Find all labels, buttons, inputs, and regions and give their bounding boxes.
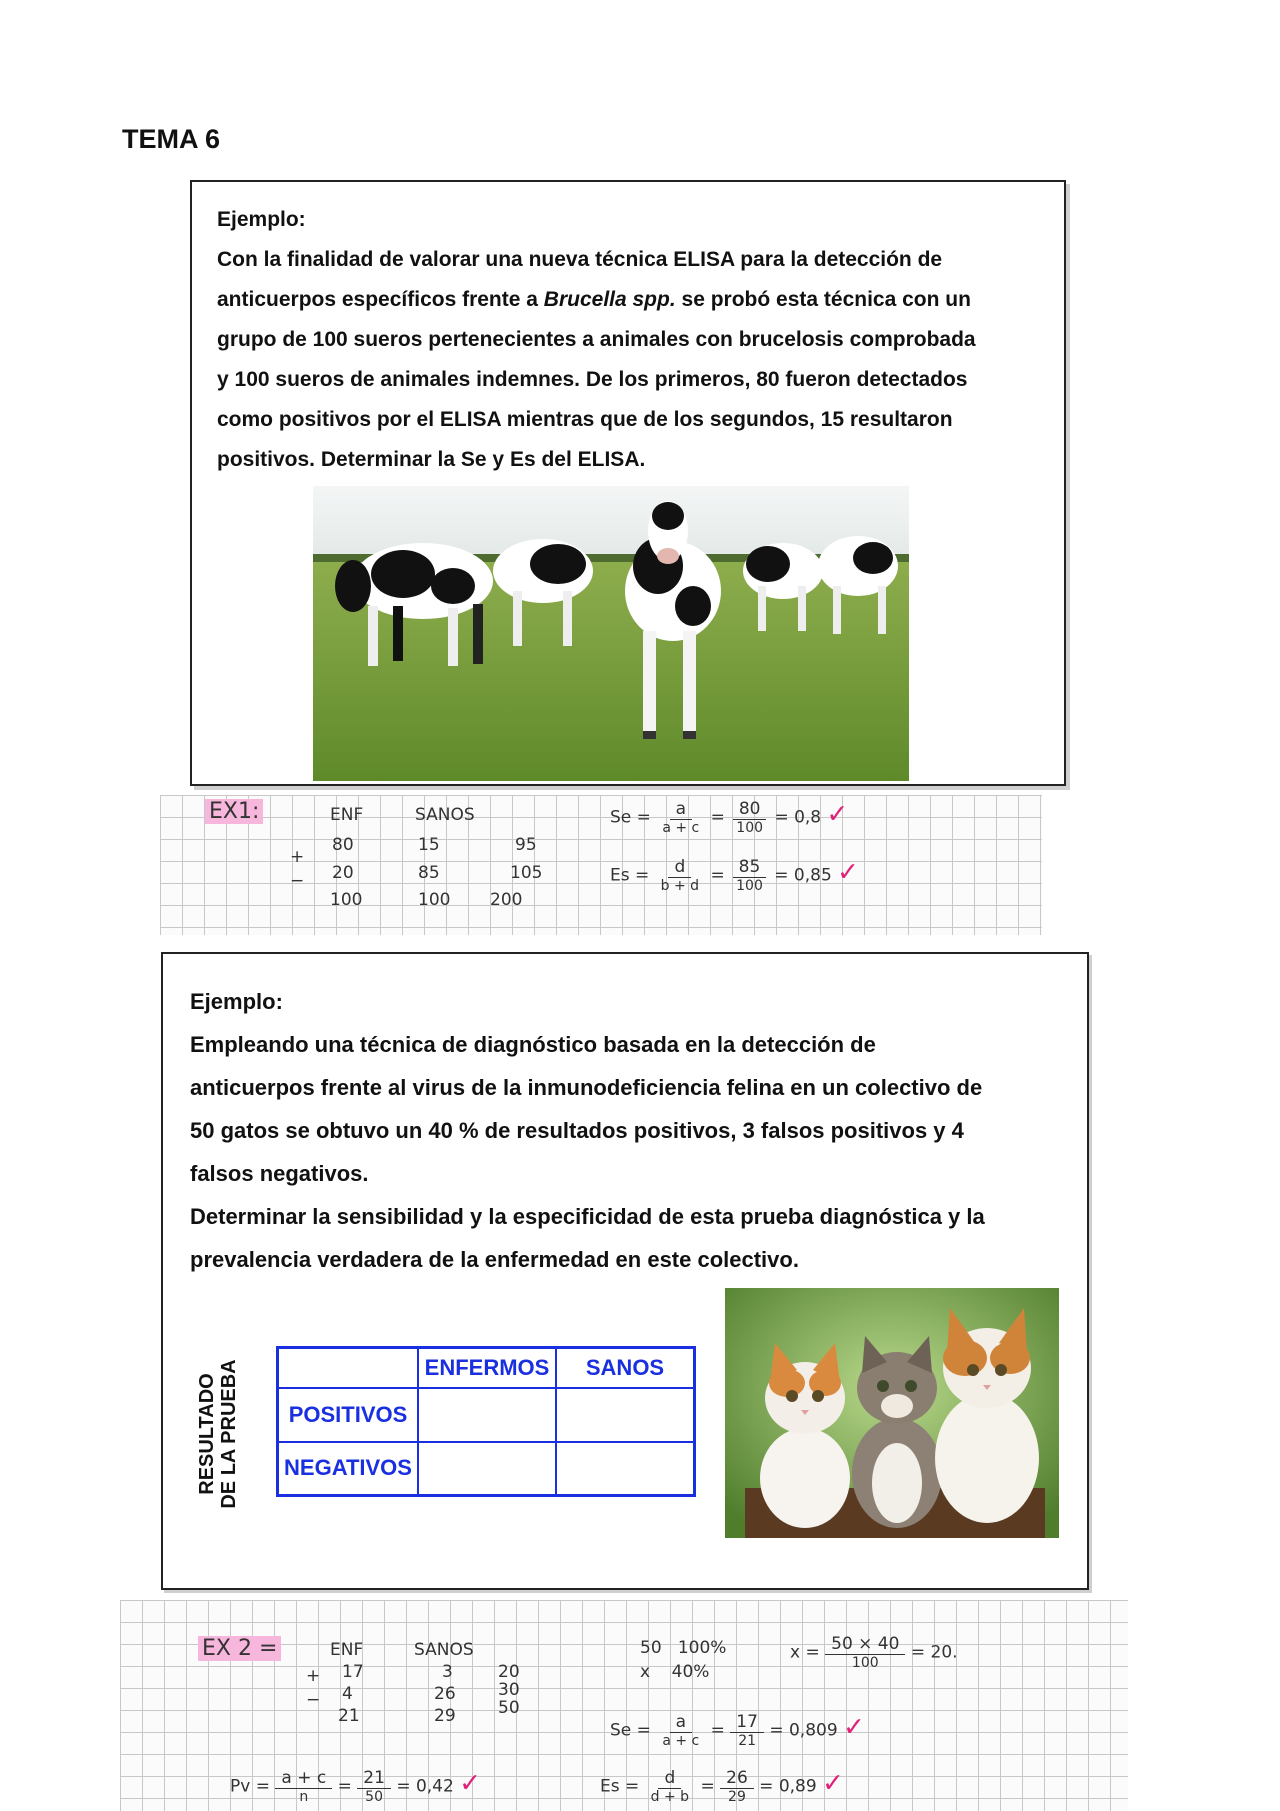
example-2-line: falsos negativos. [190,1161,369,1186]
species-name: Brucella spp. [543,288,676,311]
table-corner-cell [278,1348,419,1388]
notes-2-cell: 21 [338,1706,360,1726]
notes-1-se-formula: Se = $\frac{a}{a + c}$ = $\frac{80}{100}$ = 0,8 ✓ [610,799,849,836]
notes-2-minus: − [306,1690,321,1710]
example-2-line: Determinar la sensibilidad y la especificidad de esta prueba diagnóstica y la [190,1204,985,1229]
table-row-label-negativos: NEGATIVOS [278,1442,419,1496]
notes-1-cell: 15 [418,835,440,855]
example-1-line: y 100 sueros de animales indemnes. De los primeros, 80 fueron detectados [217,368,968,391]
example-1-box [190,180,1066,786]
table-header-enfermos: ENFERMOS [418,1348,556,1388]
notes-2-es-formula: Es = $\frac{d}{d + b}$ = $\frac{26}{29}$ = 0,89 ✓ [600,1768,844,1805]
notes-2-proportion: 50 100% [640,1638,727,1658]
table-cell[interactable] [556,1388,695,1442]
notes-2-cell: 26 [434,1684,456,1704]
example-2-text [190,980,1070,1281]
notes-2-col-sanos: SANOS [414,1640,474,1660]
example-2-line: Empleando una técnica de diagnóstico basada en la detección de [190,1032,876,1057]
example-1-line: grupo de 100 sueros pertenecientes a animales con brucelosis comprobada [217,328,976,351]
notes-2-strip [120,1600,1128,1811]
notes-1-col-enf: ENF [330,805,364,825]
example-2-line: anticuerpos frente al virus de la inmunodeficiencia felina en un colectivo de [190,1075,983,1100]
example-2-line: prevalencia verdadera de la enfermedad en este colectivo. [190,1247,799,1272]
check-mark-icon: ✓ [459,1768,482,1799]
notes-2-label: EX 2 = [198,1636,281,1661]
table-row-label-positivos: POSITIVOS [278,1388,419,1442]
example-1-heading: Ejemplo: [217,208,306,231]
notes-2-cell: 20 [498,1662,520,1682]
notes-2-cell: 50 [498,1698,520,1718]
notes-1-cell: 105 [510,863,543,883]
notes-1-minus: − [290,871,305,891]
check-mark-icon: ✓ [826,799,849,830]
kittens-photo [725,1288,1059,1538]
notes-1-cell: 100 [330,890,363,910]
table-cell[interactable] [418,1442,556,1496]
notes-2-x-formula: x = $\frac{50 \times 40}{100}$ = 20. [790,1634,958,1671]
check-mark-icon: ✓ [843,1712,865,1743]
cows-photo [313,486,909,781]
notes-2-cell: 3 [442,1662,453,1682]
table-header-sanos: SANOS [556,1348,695,1388]
example-2-heading: Ejemplo: [190,989,283,1014]
notes-1-cell: 85 [418,863,440,883]
notes-1-cell: 20 [332,863,354,883]
example-1-text [217,200,1047,480]
notes-2-plus: + [306,1666,321,1686]
notes-2-cell: 4 [342,1684,353,1704]
notes-2-se-formula: Se = $\frac{a}{a + c}$ = $\frac{17}{21}$ = 0,809 ✓ [610,1712,865,1749]
page-title: TEMA 6 [122,124,221,154]
example-1-line: como positivos por el ELISA mientras que de los segundos, 15 resultaron [217,408,953,431]
notes-1-es-formula: Es = $\frac{d}{b + d}$ = $\frac{85}{100}$ = 0,85 ✓ [610,857,859,894]
notes-1-cell: 100 [418,890,451,910]
notes-1-col-sanos: SANOS [415,805,475,825]
notes-1-label: EX1: [205,799,263,824]
example-1-line: positivos. Determinar la Se y Es del ELISA. [217,448,646,471]
notes-2-pv-formula: Pv = $\frac{a + c}{n}$ = $\frac{21}{50}$ = 0,42 ✓ [230,1768,482,1805]
notes-1-cell: 95 [515,835,537,855]
table-row-group-label: RESULTADO DE LA PRUEBA [196,1359,240,1509]
example-2-line: 50 gatos se obtuvo un 40 % de resultados positivos, 3 falsos positivos y 4 [190,1118,964,1143]
notes-1-strip [160,795,1042,935]
notes-2-proportion: x 40% [640,1662,710,1682]
notes-2-cell: 17 [342,1662,364,1682]
notes-2-cell: 30 [498,1680,520,1700]
check-mark-icon: ✓ [837,857,859,888]
example-1-line: Con la finalidad de valorar una nueva técnica ELISA para la detección de [217,248,943,271]
notes-1-plus: + [290,847,305,867]
notes-1-cell: 80 [332,835,354,855]
notes-1-cell: 200 [490,890,523,910]
notes-2-cell: 29 [434,1706,456,1726]
notes-2-col-enf: ENF [330,1640,364,1660]
example-1-line: anticuerpos específicos frente a Brucella spp. se probó esta técnica con un [217,288,971,311]
contingency-table [276,1346,696,1497]
check-mark-icon: ✓ [822,1768,844,1799]
example-2-box [161,952,1089,1590]
table-cell[interactable] [418,1388,556,1442]
table-cell[interactable] [556,1442,695,1496]
